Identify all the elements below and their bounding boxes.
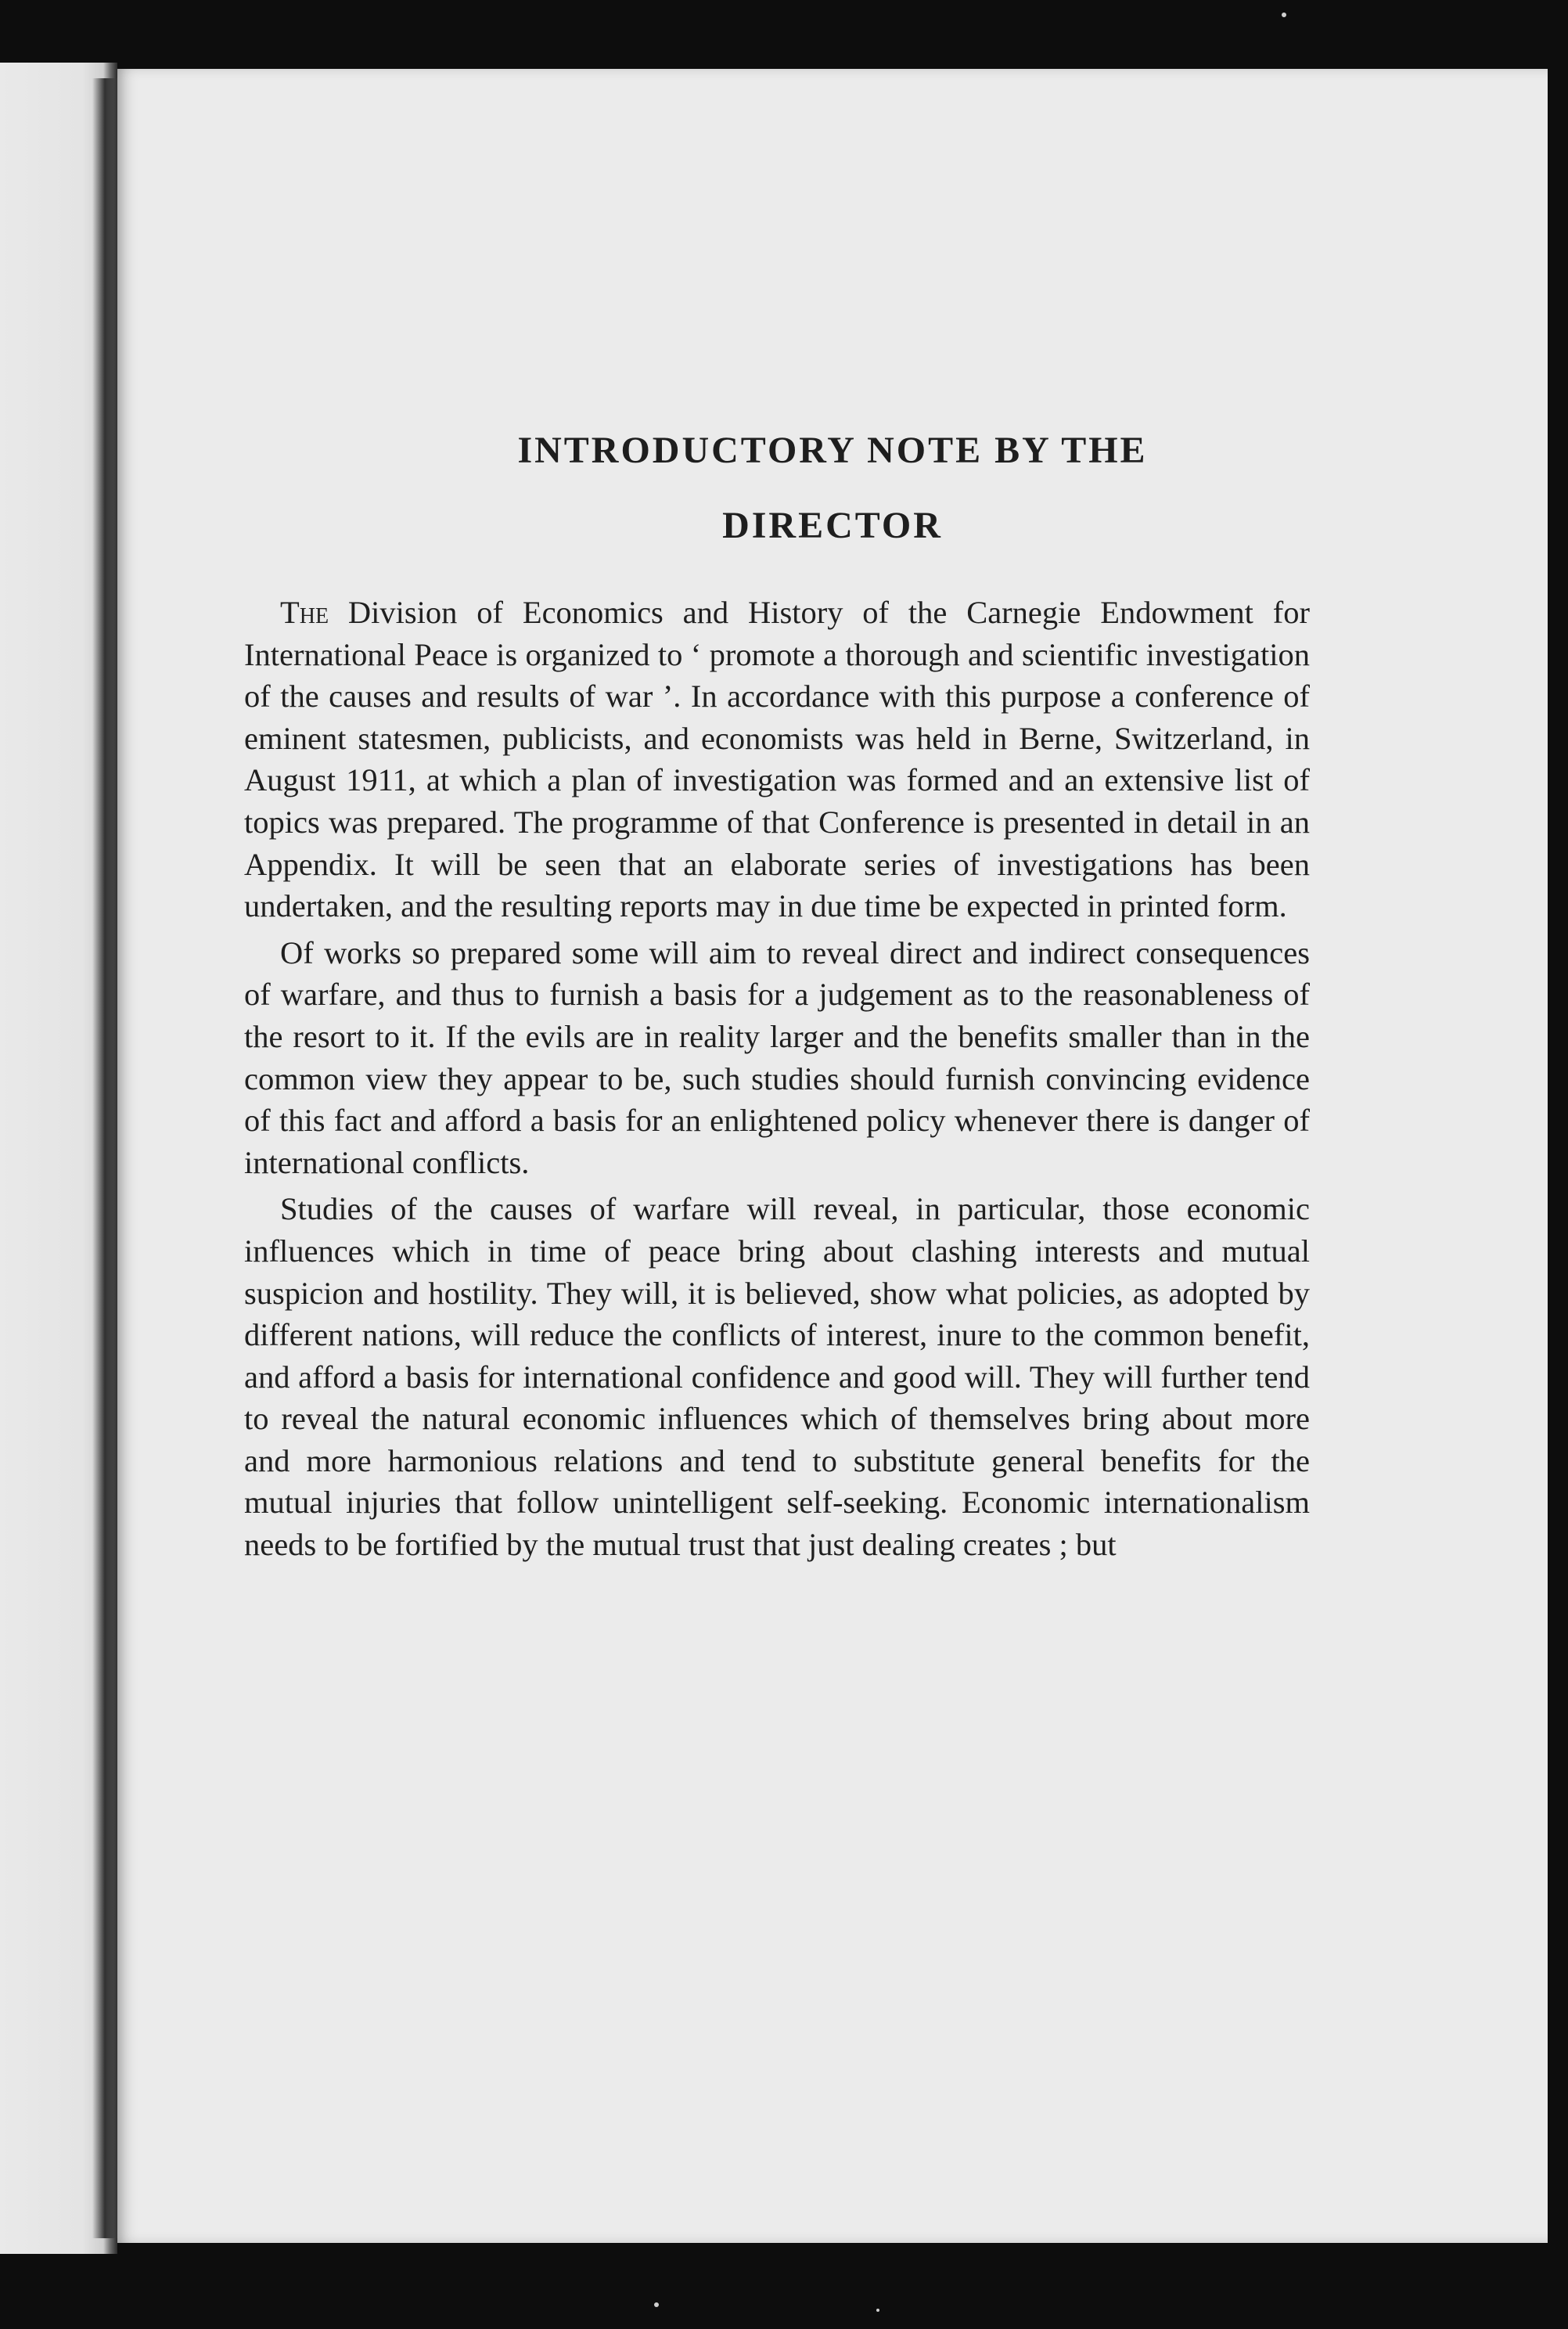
paragraph-3 bbox=[244, 1188, 1310, 1565]
dust-speck bbox=[1282, 13, 1286, 17]
chapter-heading bbox=[117, 413, 1548, 563]
heading-line-1: INTRODUCTORY NOTE BY THE bbox=[517, 430, 1148, 471]
dust-speck bbox=[876, 2309, 879, 2312]
paragraph-3-text: Studies of the causes of warfare will reveal, in particular, those economic influences which in time of peace bring about clashing interests and mutual suspicion and hostility. They will, it is believed, show what policies, as adopted by different nations, will reduce the conflicts of interest, inure to the common benefit, and afford a basis for international confidence and good will. They will further tend to reveal the natural economic influences which of themselves bring about more and more harmonious relations and tend to substitute general benefits for the mutual injuries that follow unintelligent self-seeking. Economic internationalism needs to be fortified by the mutual trust that just dealing creates ; but bbox=[244, 1191, 1310, 1563]
paragraph-2 bbox=[244, 932, 1310, 1184]
paragraph-1-text: Division of Economics and History of the Carnegie Endowment for International Peace is organized to ‘ promote a thorough and scientific investigation of the causes and results of war ’. In accordance with this purpose a conference of eminent statesmen, publicists, and economists was held in Berne, Switzerland, in August 1911, at which a plan of investigation was formed and an extensive list of topics was prepared. The programme of that Conference is presented in detail in an Appendix. It will be seen that an elaborate series of investigations has been undertaken, and the resulting reports may in due time be expected in printed form. bbox=[244, 595, 1310, 924]
paragraph-2-text: Of works so prepared some will aim to reveal direct and indirect consequences of warfare, and thus to furnish a basis for a judgement as to the reasonableness of the resort to it. If the evils are in reality larger and the benefits smaller than in the common view they appear to be, such studies should furnish convincing evidence of this fact and afford a basis for an enlightened policy whenever there is danger of international conflicts. bbox=[244, 934, 1310, 1180]
dust-speck bbox=[654, 2302, 659, 2307]
body-text bbox=[244, 592, 1310, 1571]
paragraph-1 bbox=[244, 592, 1310, 927]
book-page bbox=[117, 69, 1548, 2243]
paragraph-lead-small-caps: The bbox=[280, 595, 329, 630]
heading-line-2: DIRECTOR bbox=[722, 505, 943, 546]
